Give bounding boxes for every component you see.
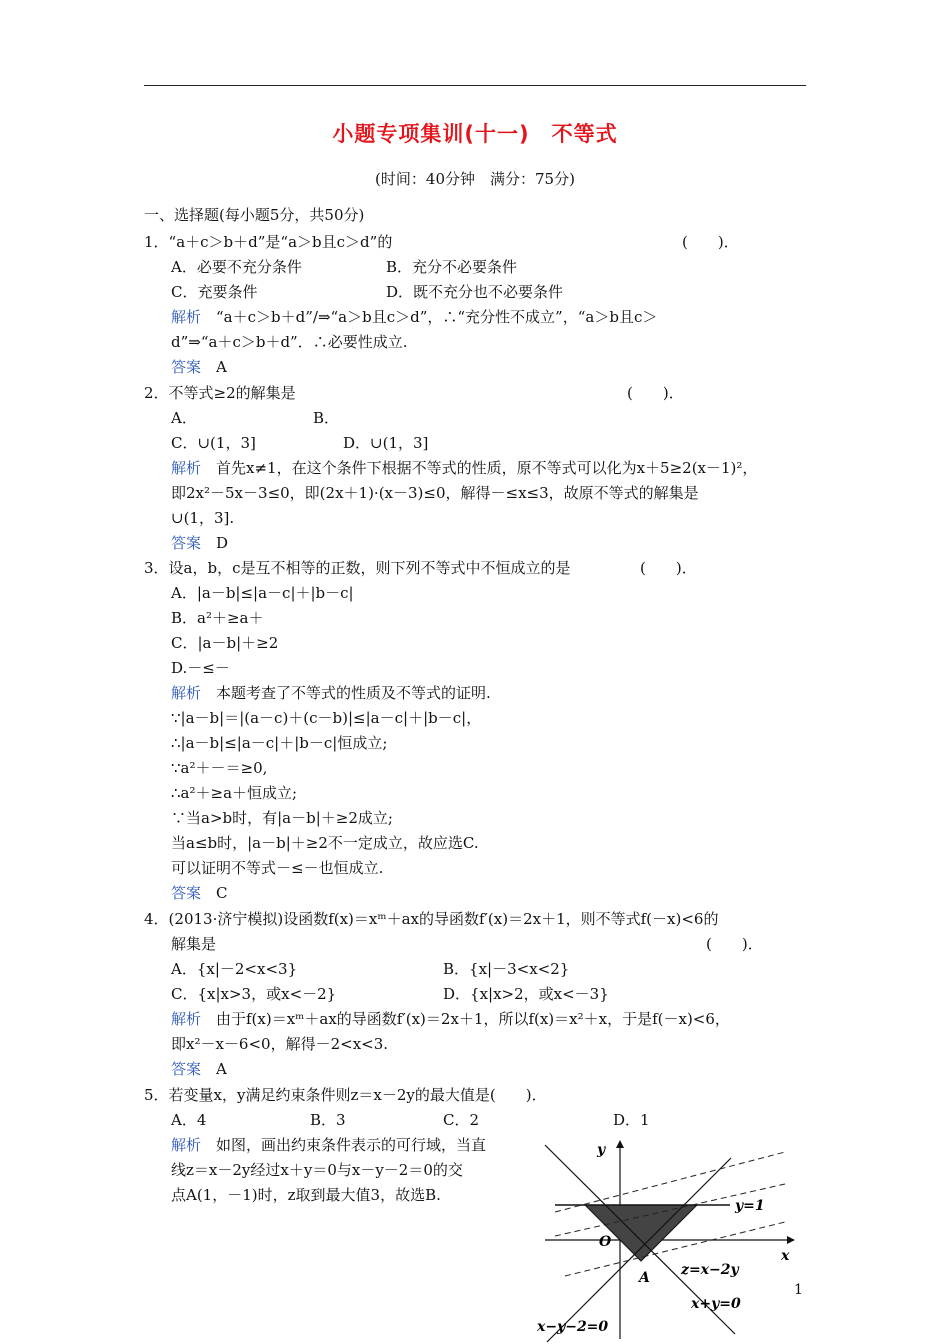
text-line: A． bbox=[171, 409, 197, 427]
text-line: C．|a－b|＋≥2 bbox=[171, 634, 279, 652]
option-line: B．充分不必要条件 bbox=[386, 258, 518, 276]
answer-paren: ( )． bbox=[706, 935, 763, 953]
text-line: 即2x²－5x－3≤0，即(2x＋1)·(x－3)≤0，解得－≤x≤3，故原不等式的解集是 bbox=[171, 484, 699, 502]
analysis-label: 解析 bbox=[171, 1136, 202, 1154]
text-line: 如图，画出约束条件表示的可行域，当直 bbox=[201, 1136, 487, 1154]
text-line: 首先x≠1，在这个条件下根据不等式的性质，原不等式可以化为x＋5≥2(x－1)²， bbox=[201, 459, 758, 477]
page-title: 小题专项集训(十一) 不等式 bbox=[332, 122, 618, 146]
answer-label: 答案 bbox=[171, 1060, 202, 1078]
analysis-label: 解析 bbox=[171, 308, 202, 326]
origin-label: O bbox=[599, 1234, 612, 1250]
y-axis-label: y bbox=[597, 1142, 606, 1158]
text-line: 本题考查了不等式的性质及不等式的证明. bbox=[201, 684, 491, 702]
analysis-label: 解析 bbox=[171, 1010, 202, 1028]
text-line: 线z＝x－2y经过x＋y＝0与x－y－2＝0的交 bbox=[171, 1161, 463, 1179]
feasible-region bbox=[585, 1205, 697, 1261]
feasible-region-figure bbox=[535, 1134, 805, 1344]
text-line: A bbox=[201, 358, 227, 376]
answer-label: 答案 bbox=[171, 358, 202, 376]
x-axis-label: x bbox=[781, 1248, 790, 1264]
option-line: C．2 bbox=[443, 1111, 480, 1129]
question-line: 2．不等式≥2的解集是 bbox=[144, 384, 296, 402]
x-axis-arrow-icon bbox=[787, 1236, 795, 1244]
text-line: C bbox=[201, 884, 228, 902]
text-line: C．∪(1，3] bbox=[171, 434, 256, 452]
page-subtitle: (时间：40分钟 满分：75分) bbox=[375, 170, 575, 188]
page-number: 1 bbox=[794, 1282, 803, 1298]
text-line: ∴|a－b|≤|a－c|＋|b－c|恒成立; bbox=[171, 734, 388, 752]
text-line: “a＋c＞b＋d”/⇒“a＞b且c＞d”，∴“充分性不成立”，“a＞b且c＞ bbox=[201, 308, 658, 326]
question-line: 1．“a＋c＞b＋d”是“a＞b且c＞d”的 bbox=[144, 233, 393, 251]
question-line: 3．设a，b，c是互不相等的正数，则下列不等式中不恒成立的是 bbox=[144, 559, 571, 577]
answer-paren: ( )． bbox=[682, 233, 739, 251]
option-line: D．{x|x>2，或x<－3} bbox=[443, 985, 609, 1003]
answer-label: 答案 bbox=[171, 884, 202, 902]
text-line: 点A(1，－1)时，z取到最大值3，故选B. bbox=[171, 1186, 441, 1204]
text-line: 当a≤b时，|a－b|＋≥2不一定成立，故应选C. bbox=[171, 834, 479, 852]
question-line: 5．若变量x，y满足约束条件则z＝x－2y的最大值是( )． bbox=[144, 1086, 547, 1104]
text-line: 解集是 bbox=[171, 935, 217, 953]
text-line: 即x²－x－6<0，解得－2<x<3. bbox=[171, 1035, 389, 1053]
text-line: 可以证明不等式－≤－也恒成立. bbox=[171, 859, 384, 877]
answer-label: 答案 bbox=[171, 534, 202, 552]
text-line: D bbox=[201, 534, 229, 552]
analysis-label: 解析 bbox=[171, 459, 202, 477]
text-line: C．充要条件 bbox=[171, 283, 258, 301]
text-line: ∴a²＋≥a＋恒成立; bbox=[171, 784, 298, 802]
line-z-label: z=x−2y bbox=[681, 1262, 739, 1278]
text-line: B．a²＋≥a＋ bbox=[171, 609, 264, 627]
option-line: B．3 bbox=[310, 1111, 346, 1129]
option-line: D．既不充分也不必要条件 bbox=[386, 283, 564, 301]
section-heading: 一、选择题(每小题5分，共50分) bbox=[144, 206, 365, 224]
line-xy2-label: x−y−2=0 bbox=[537, 1319, 609, 1335]
line-x-minus-y-minus-2 bbox=[547, 1158, 731, 1342]
text-line: ∵a²＋－＝≥0, bbox=[171, 759, 268, 777]
text-line: D.－≤－ bbox=[171, 659, 230, 677]
line-y1-label: y=1 bbox=[735, 1198, 765, 1214]
option-line: D．1 bbox=[613, 1111, 650, 1129]
line-xy0-label: x+y=0 bbox=[691, 1296, 741, 1312]
text-line: A bbox=[201, 1060, 227, 1078]
text-line: d”⇒“a＋c＞b＋d”．∴必要性成立. bbox=[171, 333, 408, 351]
text-line: ∪(1，3]. bbox=[171, 509, 235, 527]
answer-paren: ( )． bbox=[640, 559, 697, 577]
header-rule bbox=[144, 85, 806, 86]
option-line: B．{x|－3<x<2} bbox=[443, 960, 570, 978]
analysis-label: 解析 bbox=[171, 684, 202, 702]
point-a-label: A bbox=[639, 1270, 650, 1286]
answer-paren: ( )． bbox=[627, 384, 684, 402]
text-line: A．4 bbox=[171, 1111, 207, 1129]
level-line-3 bbox=[565, 1222, 785, 1276]
option-line: D．∪(1，3] bbox=[343, 434, 429, 452]
question-line: 4．(2013·济宁模拟)设函数f(x)＝xᵐ＋ax的导函数f′(x)＝2x＋1，则不等式f(－x)<6的 bbox=[144, 910, 719, 928]
text-line: ∵|a－b|＝|(a－c)＋(c－b)|≤|a－c|＋|b－c|， bbox=[171, 709, 482, 727]
text-line: A．{x|－2<x<3} bbox=[171, 960, 298, 978]
text-line: A．必要不充分条件 bbox=[171, 258, 302, 276]
y-axis-arrow-icon bbox=[616, 1140, 624, 1148]
text-line: 由于f(x)＝xᵐ＋ax的导函数f′(x)＝2x＋1，所以f(x)＝x²＋x，于是f(－x)<6， bbox=[201, 1010, 730, 1028]
text-line: A．|a－b|≤|a－c|＋|b－c| bbox=[171, 584, 354, 602]
option-line: B． bbox=[313, 409, 340, 427]
text-line: ∵当a>b时，有|a－b|＋≥2成立; bbox=[171, 809, 393, 827]
text-line: C．{x|x>3，或x<－2} bbox=[171, 985, 337, 1003]
